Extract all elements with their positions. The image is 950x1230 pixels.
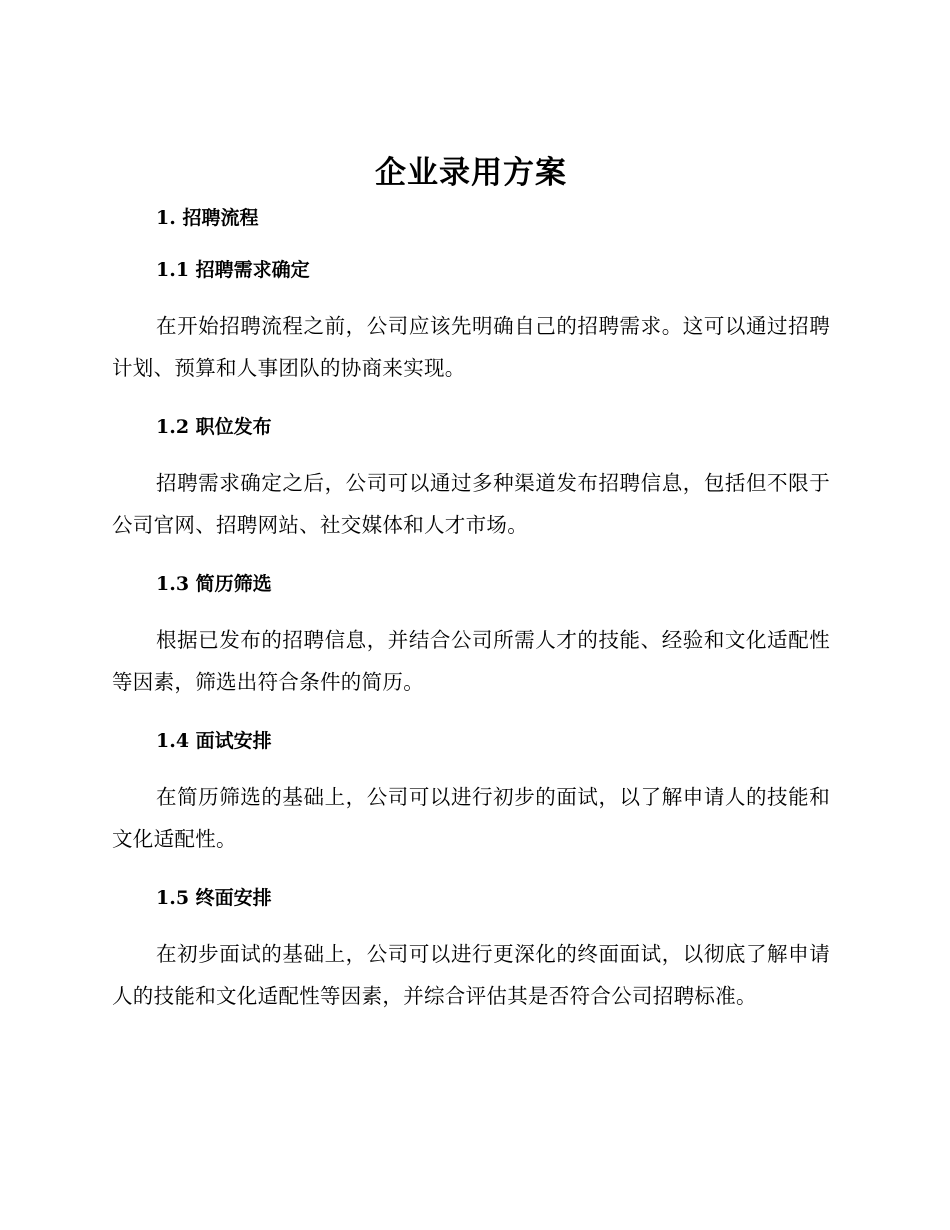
section-heading: 1. 招聘流程	[156, 207, 259, 229]
document-page	[112, 150, 830, 1017]
subsection-heading-1-3: 1.3 简历筛选	[156, 573, 272, 595]
subsection-heading-1-1: 1.1 招聘需求确定	[156, 259, 310, 281]
subsection-body-1-2: 招聘需求确定之后，公司可以通过多种渠道发布招聘信息，包括但不限于公司官网、招聘网站、社交媒体和人才市场。	[112, 471, 830, 537]
subsection-heading-1-5: 1.5 终面安排	[156, 887, 272, 909]
document-title: 企业录用方案	[375, 155, 567, 191]
subsection-body-1-5: 在初步面试的基础上，公司可以进行更深化的终面面试，以彻底了解申请人的技能和文化适配性等因素，并综合评估其是否符合公司招聘标准。	[112, 942, 830, 1008]
subsection-body-1-3: 根据已发布的招聘信息，并结合公司所需人才的技能、经验和文化适配性等因素，筛选出符合条件的简历。	[112, 628, 830, 694]
subsection-body-1-1: 在开始招聘流程之前，公司应该先明确自己的招聘需求。这可以通过招聘计划、预算和人事团队的协商来实现。	[112, 314, 830, 380]
subsection-body-1-4: 在简历筛选的基础上，公司可以进行初步的面试，以了解申请人的技能和文化适配性。	[112, 785, 830, 851]
subsection-heading-1-2: 1.2 职位发布	[156, 416, 272, 438]
subsection-heading-1-4: 1.4 面试安排	[156, 730, 272, 752]
